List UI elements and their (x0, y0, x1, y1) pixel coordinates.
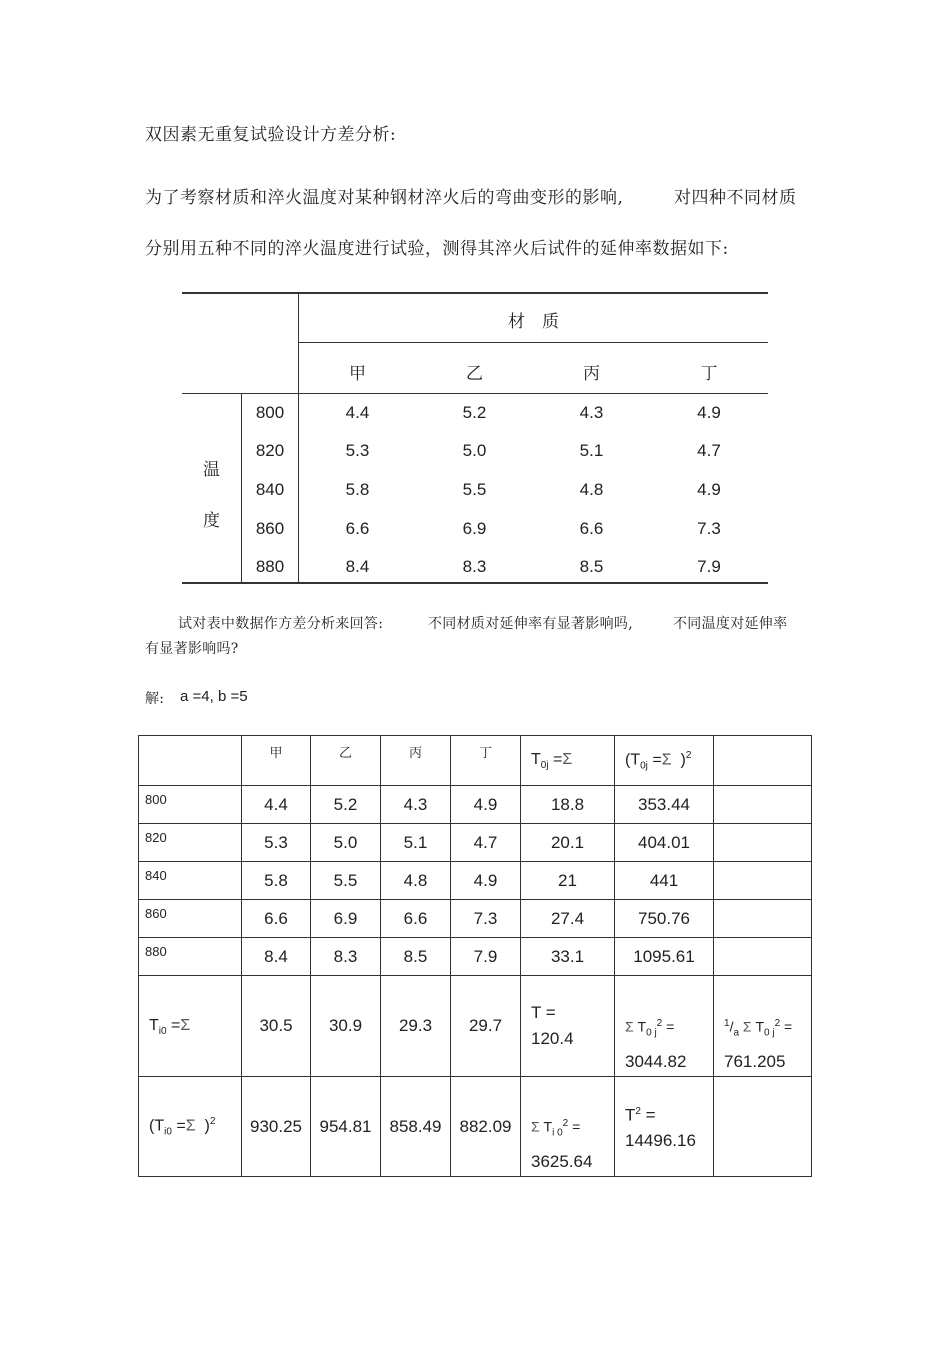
empty-cell (714, 786, 812, 824)
empty-cell (714, 1077, 812, 1177)
value-cell: 8.4 (345, 557, 370, 576)
row-temp: 840 (139, 862, 242, 900)
question-part-3: 不同温度对延伸率 (673, 616, 788, 632)
page-heading: 双因素无重复试验设计方差分析: (145, 125, 397, 145)
col-sq: 930.25 (242, 1077, 311, 1177)
empty-cell (714, 862, 812, 900)
data-table (182, 292, 768, 584)
row-sum: 27.4 (521, 900, 615, 938)
col-header: 丙 (381, 736, 451, 786)
value-cell: 8.5 (579, 557, 604, 576)
question-part-2: 不同材质对延伸率有显著影响吗, (428, 616, 633, 632)
material-header: 乙 (466, 364, 483, 384)
value-cell: 4.4 (345, 403, 370, 422)
value-cell: 5.5 (311, 862, 381, 900)
value-cell: 6.6 (242, 900, 311, 938)
row-sum-header: $T_{0j} =\Sigma$ (521, 736, 615, 786)
row-sum-sq: 750.76 (615, 900, 714, 938)
col-sum: 30.5 (242, 976, 311, 1077)
row-sum: 20.1 (521, 824, 615, 862)
col-sq: 858.49 (381, 1077, 451, 1177)
intro-line-1b: 对四种不同材质 (674, 188, 797, 208)
temp-cell: 880 (255, 557, 285, 576)
value-cell: 8.5 (381, 938, 451, 976)
row-sum-sq: 404.01 (615, 824, 714, 862)
row-temp: 820 (139, 824, 242, 862)
value-cell: 4.8 (579, 480, 604, 499)
value-cell: 4.9 (451, 862, 521, 900)
value-cell: 5.1 (579, 441, 604, 460)
value-cell: 7.9 (451, 938, 521, 976)
value-cell: 7.3 (697, 519, 721, 538)
solution-label: 解: (145, 691, 165, 707)
row-sum-sq: 353.44 (615, 786, 714, 824)
row-sum-sq-header: ($T_{0j} =\Sigma$ )$^2$ (615, 736, 714, 786)
value-cell: 6.9 (462, 519, 487, 538)
value-cell: 5.2 (462, 403, 487, 422)
value-cell: 4.8 (381, 862, 451, 900)
solution-params: a =4, b =5 (180, 688, 248, 705)
material-header: 丙 (583, 364, 600, 384)
value-cell: 4.9 (451, 786, 521, 824)
temp-cell: 860 (255, 519, 285, 538)
value-cell: 6.6 (381, 900, 451, 938)
grand-total: T = 120.4 (521, 976, 615, 1077)
value-cell: 5.8 (242, 862, 311, 900)
row-sum: 33.1 (521, 938, 615, 976)
corner-cell (139, 736, 242, 786)
value-cell: 5.1 (381, 824, 451, 862)
sum-sq-Ti0: Σ $T_{i 0}^2$ = 3625.64 (521, 1077, 615, 1177)
col-header: 丁 (451, 736, 521, 786)
col-sum-label: $T_{i0} =\Sigma$ (139, 976, 242, 1077)
question-part-1: 试对表中数据作方差分析来回答: (178, 616, 384, 632)
value-cell: 4.3 (579, 403, 604, 422)
material-group-header: 材 质 (508, 312, 559, 332)
material-header: 丁 (700, 364, 718, 384)
value-cell: 8.3 (311, 938, 381, 976)
temp-cell: 820 (255, 441, 285, 460)
value-cell: 8.4 (242, 938, 311, 976)
empty-cell (714, 938, 812, 976)
row-sum-sq: 1095.61 (615, 938, 714, 976)
material-header: 甲 (349, 364, 366, 384)
value-cell: 6.6 (579, 519, 604, 538)
value-cell: 5.3 (242, 824, 311, 862)
empty-cell (714, 824, 812, 862)
temperature-label: 温 (203, 460, 220, 480)
sum-sq-T0j: Σ $T_{0 j}^2$ = 3044.82 (615, 976, 714, 1077)
temperature-label: 度 (203, 511, 220, 531)
T-squared: $T^2$ = 14496.16 (615, 1077, 714, 1177)
col-sum: 29.7 (451, 976, 521, 1077)
value-cell: 7.3 (451, 900, 521, 938)
intro-line-1a: 为了考察材质和淬火温度对某种钢材淬火后的弯曲变形的影响, (145, 188, 624, 208)
col-sq: 954.81 (311, 1077, 381, 1177)
empty-cell (714, 736, 812, 786)
intro-line-2: 分别用五种不同的淬火温度进行试验，测得其淬火后试件的延伸率数据如下: (145, 239, 729, 259)
row-temp: 800 (139, 786, 242, 824)
value-cell: 4.4 (242, 786, 311, 824)
value-cell: 4.9 (697, 403, 721, 422)
value-cell: 4.9 (697, 480, 721, 499)
value-cell: 5.5 (462, 480, 487, 499)
temp-cell: 800 (255, 403, 285, 422)
row-sum-sq: 441 (615, 862, 714, 900)
value-cell: 4.7 (451, 824, 521, 862)
value-cell: 4.7 (697, 441, 721, 460)
row-temp: 860 (139, 900, 242, 938)
value-cell: 6.6 (345, 519, 370, 538)
row-sum: 18.8 (521, 786, 615, 824)
col-sq: 882.09 (451, 1077, 521, 1177)
value-cell: 4.3 (381, 786, 451, 824)
row-sum: 21 (521, 862, 615, 900)
question-line-2: 有显著影响吗? (145, 641, 239, 657)
col-header: 乙 (311, 736, 381, 786)
col-sum: 30.9 (311, 976, 381, 1077)
value-cell: 8.3 (462, 557, 487, 576)
value-cell: 6.9 (311, 900, 381, 938)
row-temp: 880 (139, 938, 242, 976)
col-sum: 29.3 (381, 976, 451, 1077)
col-header: 甲 (242, 736, 311, 786)
value-cell: 5.0 (311, 824, 381, 862)
value-cell: 5.8 (345, 480, 370, 499)
value-cell: 5.0 (462, 441, 487, 460)
value-cell: 5.3 (345, 441, 370, 460)
empty-cell (714, 900, 812, 938)
mean-sum-sq: $^1/_a$ Σ $T_{0 j}^2$ = 761.205 (714, 976, 812, 1077)
col-sq-label: ($T_{i0} =\Sigma$ )$^2$ (139, 1077, 242, 1177)
value-cell: 7.9 (697, 557, 721, 576)
temp-cell: 840 (255, 480, 285, 499)
value-cell: 5.2 (311, 786, 381, 824)
computation-table (138, 735, 812, 1177)
